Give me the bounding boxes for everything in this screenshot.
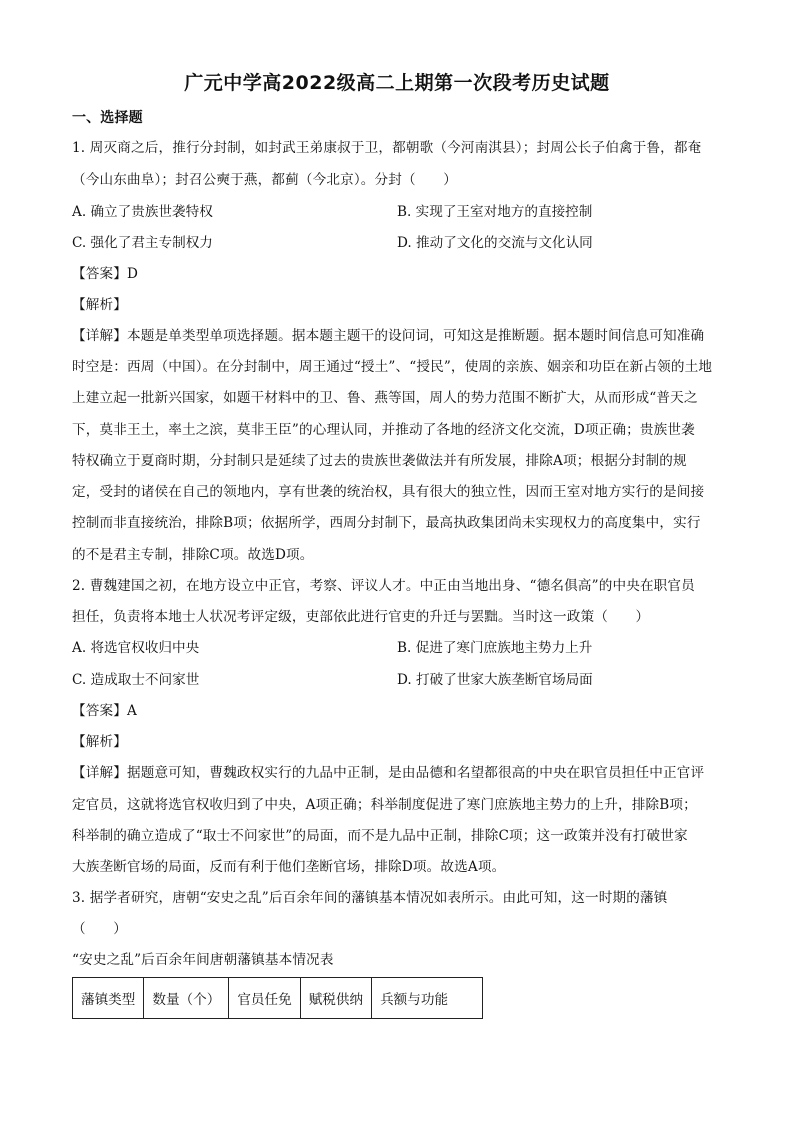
q1-detail-line: 下，莫非王土，率土之滨，莫非王臣”的心理认同，并推动了各地的经济文化交流，D项正确；贵族世袭 — [72, 422, 695, 438]
q2-option-d: D. 打破了世家大族垄断官场局面 — [397, 672, 593, 688]
q3-table — [72, 977, 483, 1019]
q1-detail-line: 定，受封的诸侯在自己的领地内，享有世袭的统治权，具有很大的独立性，因而王室对地方实行的是间接 — [72, 484, 705, 500]
table-header-cell: 数量（个） — [144, 978, 229, 1019]
q1-detail-line: 时空是：西周（中国）。在分封制中，周王通过“授土”、“授民”，使周的亲族、姻亲和功臣在新占领的土地 — [72, 359, 713, 375]
q1-stem-line: 1. 周灭商之后，推行分封制，如封武王弟康叔于卫，都朝歌（今河南淇县）；封周公长子伯禽于鲁，都奄 — [72, 140, 702, 156]
q2-detail-line: 【详解】据题意可知，曹魏政权实行的九品中正制，是由品德和名望都很高的中央在职官员担任中正官评 — [72, 765, 705, 781]
q2-option-b: B. 促进了寒门庶族地主势力上升 — [397, 640, 593, 656]
q2-stem-line: 担任，负责将本地士人状况考评定级，吏部依此进行官吏的升迁与罢黜。当时这一政策（ ） — [72, 609, 650, 625]
q1-answer: 【答案】D — [72, 266, 139, 282]
q1-detail-line: 特权确立于夏商时期，分封制只是延续了过去的贵族世袭做法并有所发展，排除A项；根据分封制的规 — [72, 453, 687, 469]
q1-option-a: A. 确立了贵族世袭特权 — [72, 204, 213, 220]
q2-stem-line: 2. 曹魏建国之初，在地方设立中正官，考察、评议人才。中正由当地出身、“德名俱高”的中央在职官员 — [72, 578, 695, 594]
q1-option-d: D. 推动了文化的交流与文化认同 — [397, 235, 593, 251]
table-header-cell: 官员任免 — [229, 978, 300, 1019]
q1-stem-line: （今山东曲阜）；封召公奭于燕，都蓟（今北京）。分封（ ） — [72, 172, 457, 188]
q1-detail-line: 上建立起一批新兴国家，如题干材料中的卫、鲁、燕等国，周人的势力范围不断扩大，从而形成“普天之 — [72, 390, 698, 406]
q3-stem-line: 3. 据学者研究，唐朝“安史之乱”后百余年间的藩镇基本情况如表所示。由此可知，这一时期的藩镇 — [72, 890, 668, 906]
q1-option-c: C. 强化了君主专制权力 — [72, 235, 213, 251]
q1-detail-line: 的不是君主专制，排除C项。故选D项。 — [72, 547, 314, 563]
q1-detail-line: 【详解】本题是单类型单项选择题。据本题主题干的设问词，可知这是推断题。据本题时间信息可知准确 — [72, 328, 705, 344]
q2-analysis-label: 【解析】 — [72, 734, 127, 750]
q1-analysis-label: 【解析】 — [72, 297, 127, 313]
q2-detail-line: 科举制的确立造成了“取士不问家世”的局面，而不是九品中正制，排除C项；这一政策并没有打破世家 — [72, 828, 688, 844]
q2-answer: 【答案】A — [72, 703, 137, 719]
q3-table-caption: “安史之乱”后百余年间唐朝藩镇基本情况表 — [72, 952, 334, 968]
q2-detail-line: 定官员，这就将选官权收归到了中央，A项正确；科举制度促进了寒门庶族地主势力的上升，排除B项； — [72, 797, 697, 813]
q3-stem-line: （ ） — [72, 921, 127, 937]
q2-option-c: C. 造成取士不问家世 — [72, 672, 200, 688]
section-heading: 一、选择题 — [72, 110, 143, 126]
table-header-cell: 藩镇类型 — [73, 978, 144, 1019]
table-header-cell: 赋税供纳 — [300, 978, 371, 1019]
table-header-row — [73, 978, 483, 1019]
q2-option-a: A. 将选官权收归中央 — [72, 640, 200, 656]
q1-detail-line: 控制而非直接统治，排除B项；依据所学，西周分封制下，最高执政集团尚未实现权力的高度集中，实行 — [72, 515, 701, 531]
q2-detail-line: 大族垄断官场的局面，反而有利于他们垄断官场，排除D项。故选A项。 — [72, 859, 506, 875]
q1-option-b: B. 实现了王室对地方的直接控制 — [397, 204, 593, 220]
table-header-cell: 兵额与功能 — [372, 978, 483, 1019]
document-title: 广元中学高2022级高二上期第一次段考历史试题 — [184, 72, 610, 94]
